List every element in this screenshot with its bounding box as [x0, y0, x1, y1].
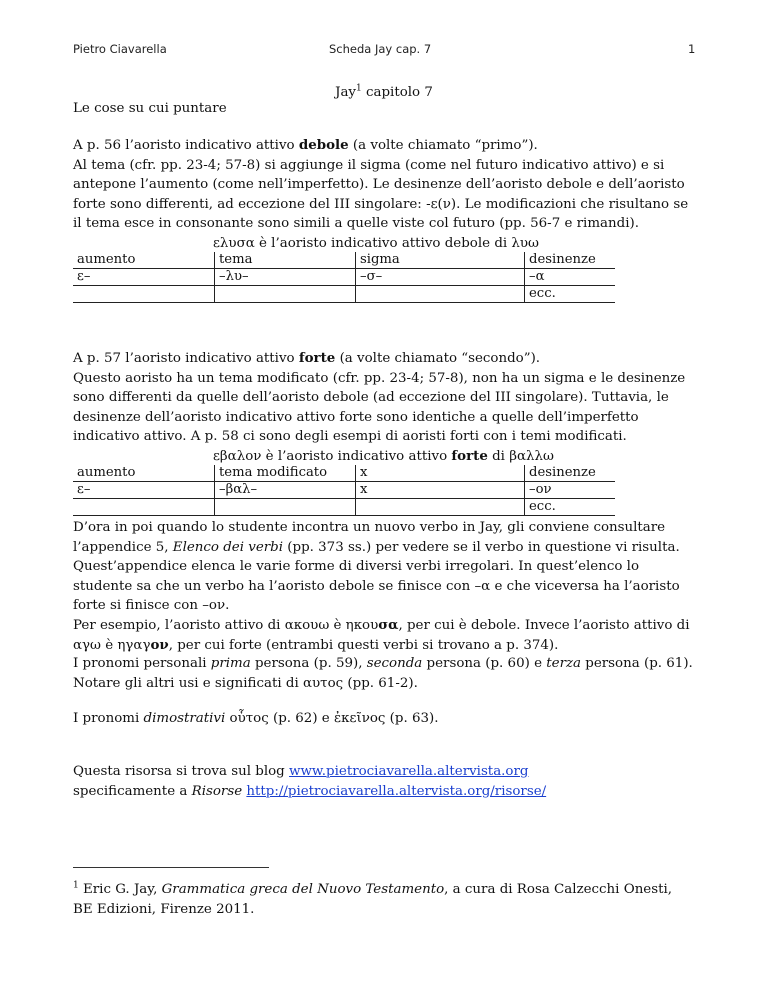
heading-main: Jay [335, 85, 356, 100]
subheading: Le cose su cui puntare [73, 101, 227, 116]
p6-italic: dimostrativi [143, 711, 226, 726]
table-cell: aumento [77, 252, 136, 267]
table-cell: desinenze [525, 252, 616, 269]
p4-bold2: ον [150, 636, 169, 653]
table-cell: ecc. [525, 499, 616, 516]
header-author: Pietro Ciavarella [73, 42, 167, 56]
table-strong-aorist [73, 465, 615, 516]
paragraph-verb-list [73, 518, 695, 655]
table-cell: –σ– [356, 269, 525, 286]
p5-italic1: prima [210, 656, 251, 671]
table-cell: aumento [77, 465, 136, 480]
table-row [73, 499, 615, 516]
p4-text-b: , per cui è debole. Invece l’aoristo attivo di αγω è ηγαγ [73, 617, 690, 653]
p7-text-b: specificamente a [73, 783, 192, 799]
table-cell: –ον [525, 482, 616, 499]
paragraph-resources [73, 762, 695, 801]
table-row [73, 465, 615, 482]
table-cell [73, 286, 215, 303]
p2-bold: forte [298, 350, 336, 366]
p5-text: I pronomi personali [73, 656, 211, 671]
p2-text: A p. 57 l’aoristo indicativo attivo [73, 351, 299, 366]
p1-text: A p. 56 l’aoristo indicativo attivo [73, 138, 299, 153]
p3-text-b: (pp. 373 ss.) per vedere se il verbo in questione vi risulta. Quest’appendice elenca le varie forme di diversi verbi irregolari. In quest’elenco lo studente sa che un verbo ha l’aoristo debole se finisce con –α e che viceversa ha l’aoristo forte si finisce con –ον. [73, 539, 680, 614]
table-cell: x [356, 465, 525, 482]
table-cell [356, 286, 525, 303]
heading-rest: capitolo 7 [361, 85, 433, 100]
p4-text: Per esempio, l’aoristo attivo di ακουω è ηκου [73, 617, 379, 633]
table-cell: ecc. [525, 286, 616, 303]
table-cell [356, 499, 525, 516]
t2-caption-bold: forte [451, 448, 488, 464]
paragraph-pronouns [73, 654, 695, 693]
t2-caption-a: εβαλον è l’aoristo indicativo attivo [213, 449, 452, 464]
footnote-number: 1 [73, 880, 79, 891]
table-row [73, 269, 615, 286]
p4-bold1: σα [378, 616, 399, 633]
p5-italic2: seconda [366, 656, 423, 671]
footnote-ref: 1 [356, 83, 362, 94]
table2-caption [213, 447, 693, 467]
table-cell: –α [525, 269, 616, 286]
footnote-divider [73, 867, 269, 868]
table-row [73, 252, 615, 269]
header-page-number: 1 [688, 42, 696, 56]
footnote-italic: Grammatica greca del Nuovo Testamento [161, 882, 445, 897]
resources-link[interactable]: http://pietrociavarella.altervista.org/risorse/ [246, 783, 547, 799]
p7-text: Questa risorsa si trova sul blog [73, 764, 289, 779]
table-cell: tema [215, 252, 356, 269]
table1-caption: ελυσα è l’aoristo indicativo attivo debole di λυω [213, 236, 539, 251]
table-cell: desinenze [525, 465, 616, 482]
p1-body: Al tema (cfr. pp. 23-4; 57-8) si aggiunge il sigma (come nel futuro indicativo attivo) e si antepone l’aumento (come nell’imperfetto). Le desinenze dell’aoristo debole e dell’aoristo forte sono differenti, ad eccezione del III singolare: -ε(ν). Le modificazioni che risultano se il tema esce in consonante sono simili a quelle viste col futuro (pp. 56-7 e rimandi). [73, 157, 689, 232]
footnote-text: Eric G. Jay, [78, 882, 162, 897]
header-title: Scheda Jay cap. 7 [329, 42, 432, 56]
table-cell: x [356, 482, 525, 499]
p1-text-b: (a volte chiamato “primo”). [348, 138, 538, 153]
table-cell: tema modificato [215, 465, 356, 482]
paragraph-strong-aorist [73, 349, 695, 447]
table-cell: sigma [356, 252, 525, 269]
table-cell [215, 499, 356, 516]
footnote-text-b: , a cura di Rosa Calzecchi Onesti, BE Edizioni, Firenze 2011. [73, 882, 673, 917]
footnote [73, 880, 695, 919]
table-weak-aorist [73, 252, 615, 303]
paragraph-weak-aorist [73, 136, 695, 234]
table-cell [215, 286, 356, 303]
paragraph-demonstratives [73, 709, 695, 729]
table-cell: ε– [73, 482, 215, 499]
p5-text-b: persona (p. 59), [250, 656, 367, 671]
p5-text-e: Notare gli altri usi e significati di αυτος (pp. 61-2). [73, 675, 418, 691]
blog-link[interactable]: www.pietrociavarella.altervista.org [289, 764, 529, 779]
p7-italic: Risorse [191, 783, 243, 799]
table-row [73, 286, 615, 303]
p2-text-b: (a volte chiamato “secondo”). [335, 351, 541, 366]
p5-italic3: terza [546, 656, 582, 671]
table-cell: –λυ– [215, 269, 356, 286]
table-cell [73, 499, 215, 516]
table-cell: ε– [73, 269, 215, 286]
table-row [73, 482, 615, 499]
p5-text-c: persona (p. 60) e [422, 656, 547, 671]
p3-italic: Elenco dei verbi [172, 539, 284, 555]
p4-text-c: , per cui forte (entrambi questi verbi si trovano a p. 374). [168, 637, 559, 653]
p2-body: Questo aoristo ha un tema modificato (cfr. pp. 23-4; 57-8), non ha un sigma e le desinenze sono differenti da quelle dell’aoristo debole (ad eccezione del III singolare). Tuttavia, le desinenze dell’aoristo indicativo attivo forte sono identiche a quelle dell’imperfetto indicativo attivo. A p. 58 ci sono degli esempi di aoristi forti con i temi modificati. [73, 370, 686, 445]
p5-text-d: persona (p. 61). [581, 656, 693, 671]
p6-text: I pronomi [73, 711, 144, 726]
t2-caption-b: di βαλλω [487, 449, 554, 464]
p6-text-b: οὗτος (p. 62) e ἐκεῖνος (p. 63). [225, 711, 439, 726]
table-cell: –βαλ– [215, 482, 356, 499]
p1-bold: debole [298, 137, 349, 153]
p3-text: D’ora in poi quando lo studente incontra un nuovo verbo in Jay, gli conviene consultare l’appendice 5, [73, 520, 666, 555]
